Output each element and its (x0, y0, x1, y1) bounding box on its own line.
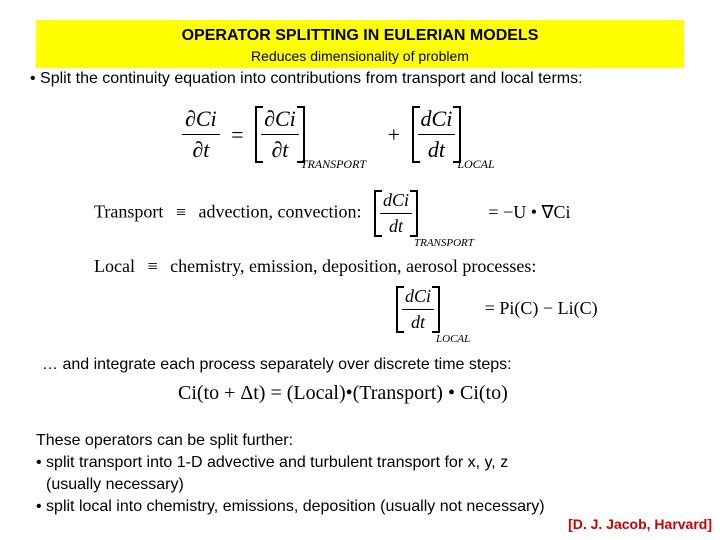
transport-def-bracket (374, 190, 418, 237)
local-subscript: LOCAL (457, 156, 495, 171)
local-def-rhs: = Pi(C) − Li(C) (484, 297, 598, 318)
transport-label: Transport (94, 201, 164, 222)
equals-sign: = (231, 121, 244, 147)
transport-definition (94, 190, 571, 249)
transport-def-denominator: dt (388, 216, 403, 236)
local-numerator: dCi (418, 106, 456, 135)
local-def-numerator: dCi (402, 286, 434, 310)
citation: [D. J. Jacob, Harvard] (568, 516, 712, 532)
transport-def-rhs: = −U • ∇Ci (488, 201, 571, 222)
transport-def-numerator: dCi (380, 190, 412, 214)
lhs-denominator: ∂t (192, 137, 210, 162)
lhs-numerator: ∂Ci (182, 106, 220, 135)
local-denominator: dt (427, 137, 445, 162)
further-splitting-text (36, 430, 545, 518)
transport-description: advection, convection: (198, 201, 362, 222)
transport-subscript: TRANSPORT (300, 156, 367, 171)
further-line-1: These operators can be split further: (36, 432, 294, 449)
local-def-bracket (396, 286, 440, 333)
equiv-sign: ≡ (175, 201, 187, 222)
local-term-bracket (412, 106, 462, 163)
transport-term-bracket (255, 106, 305, 163)
further-line-4: • split local into chemistry, emissions, deposition (usually not necessary) (36, 498, 545, 515)
intro-bullet: • Split the continuity equation into contributions from transport and local terms: (30, 70, 583, 87)
local-description: chemistry, emission, deposition, aerosol processes: (170, 256, 537, 276)
further-line-3: (usually necessary) (46, 476, 184, 493)
page-title: OPERATOR SPLITTING IN EULERIAN MODELS (181, 27, 539, 44)
local-label: Local (94, 256, 135, 276)
transport-denominator: ∂t (271, 137, 289, 162)
integrate-text: … and integrate each process separately over discrete time steps: (42, 356, 512, 373)
transport-def-subscript: TRANSPORT (413, 236, 474, 249)
continuity-split-equation (182, 106, 495, 172)
local-def-denominator: dt (411, 312, 426, 332)
local-def-subscript: LOCAL (436, 332, 471, 345)
plus-sign: + (387, 121, 401, 147)
page-subtitle: Reduces dimensionality of problem (251, 48, 469, 64)
integration-equation: Ci(to + Δt) = (Local)•(Transport) • Ci(to) (178, 382, 508, 404)
title-banner (36, 20, 684, 68)
local-equation (396, 286, 598, 345)
further-line-2: • split transport into 1-D advective and turbulent transport for x, y, z (36, 454, 509, 471)
local-definition (94, 256, 536, 277)
transport-numerator: ∂Ci (261, 106, 299, 135)
local-equiv-sign: ≡ (147, 256, 158, 276)
lhs-fraction (182, 106, 220, 163)
